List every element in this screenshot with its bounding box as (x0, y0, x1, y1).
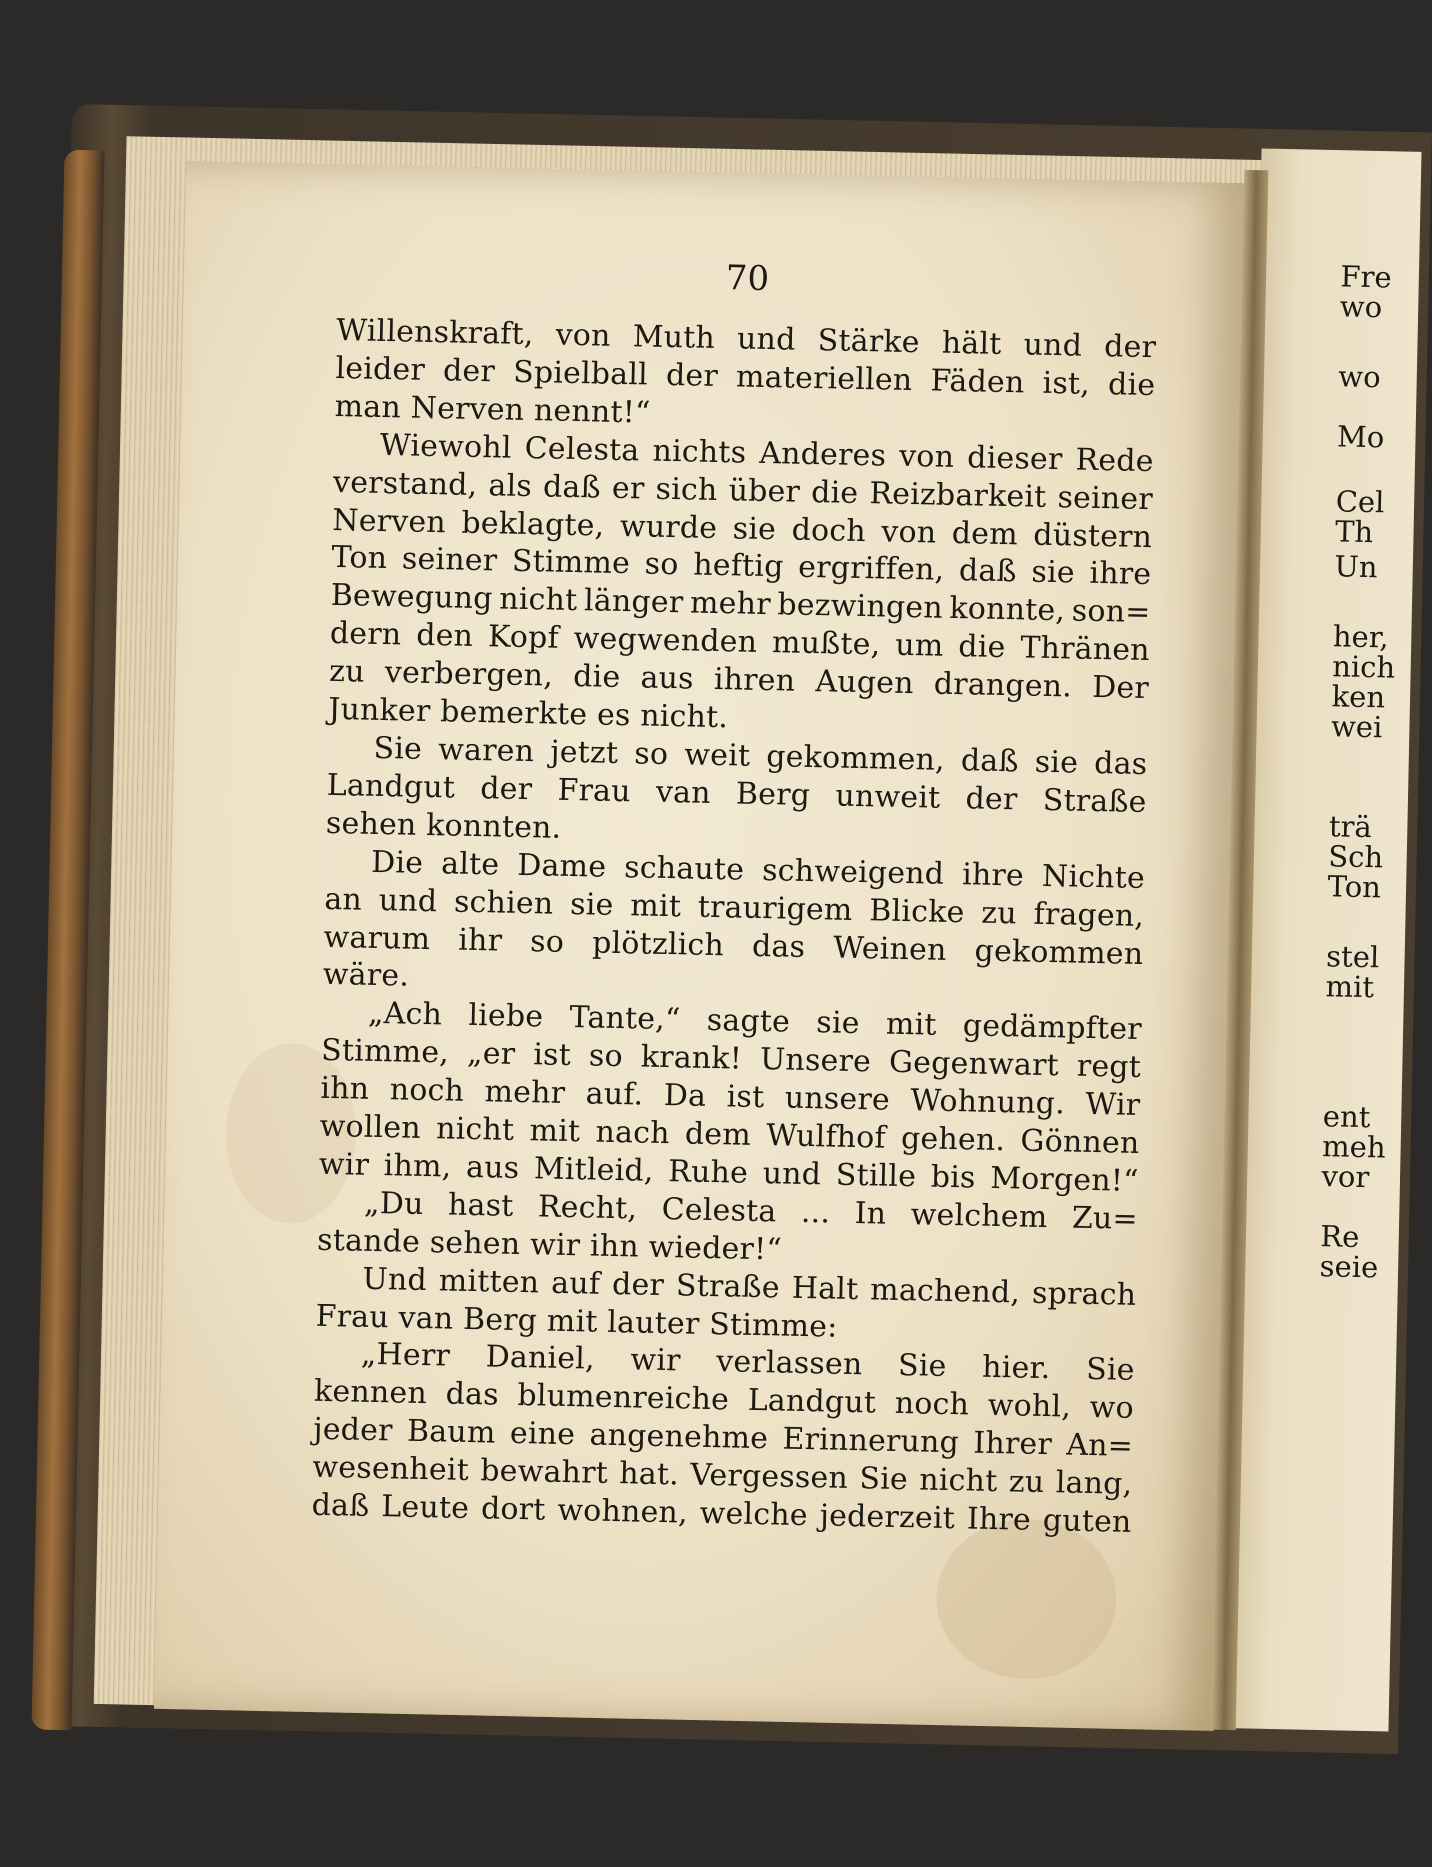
word: warum (323, 919, 431, 957)
word: Celesta (661, 1191, 777, 1230)
word: wurde (619, 508, 718, 546)
word: das (445, 1376, 500, 1413)
word: der (442, 353, 496, 390)
word: Ihrer (973, 1425, 1053, 1463)
facing-page-fragment: wei (1330, 709, 1383, 745)
facing-page-fragment: trä (1328, 809, 1373, 845)
word: so (529, 923, 565, 960)
word: welchem (910, 1197, 1048, 1235)
facing-page-fragment: ent (1322, 1099, 1371, 1135)
word: sie (569, 886, 614, 923)
word: Ruhe (667, 1154, 749, 1191)
word: Stimme (511, 544, 631, 582)
word: Wiewohl (379, 427, 512, 466)
word: seiner (401, 541, 498, 579)
facing-page-fragment: Ton (1327, 869, 1382, 905)
facing-page-fragment: stel (1325, 939, 1380, 975)
word: mehr (689, 585, 772, 623)
word: dem (684, 1116, 752, 1153)
word: und (378, 882, 438, 919)
word: materiellen (735, 359, 913, 398)
word: Anderes (758, 435, 887, 474)
word: verlassen (715, 1344, 863, 1383)
word: so (588, 1038, 624, 1075)
text-line: stande sehen wir ihn wieder!“ (316, 1222, 783, 1268)
facing-page-fragment: nich (1331, 649, 1396, 685)
word: Sie (373, 730, 423, 767)
word: hast (447, 1187, 514, 1224)
word: auf (550, 1265, 601, 1302)
word: das (1093, 745, 1148, 783)
word: unweit (835, 778, 941, 816)
word: hält (941, 325, 1002, 362)
word: Kopf (487, 619, 560, 656)
word: Rede (1075, 442, 1155, 479)
word: Da (663, 1078, 707, 1115)
word: verbergen, (384, 655, 554, 694)
word: Muth (632, 319, 716, 356)
facing-page-fragment: wo (1338, 359, 1382, 395)
word: ihm, (383, 1148, 452, 1185)
word: dem (951, 515, 1019, 552)
word: „Du (363, 1185, 424, 1222)
word: heftig (692, 547, 784, 585)
word: schaute (623, 849, 745, 888)
word: von (898, 438, 955, 475)
page-number: 70 (725, 258, 770, 300)
word: mußte, (771, 625, 881, 663)
word: gehen. (900, 1121, 1006, 1159)
word: In (854, 1195, 887, 1232)
word: Sie (1085, 1352, 1136, 1389)
word: der (665, 357, 719, 394)
word: Nichte (1041, 858, 1146, 896)
word: noch (894, 1386, 970, 1423)
word: gekommen, (765, 739, 946, 778)
word: bewahrt (479, 1453, 609, 1492)
word: blumenreiche (517, 1378, 730, 1418)
paper-stain (935, 1517, 1118, 1681)
word: ihre (1089, 556, 1152, 593)
word: ihre (961, 856, 1025, 894)
word: ihn (320, 1070, 370, 1107)
word: wegwenden (573, 621, 758, 661)
word: leider (335, 350, 426, 388)
word: lang, (1055, 1465, 1133, 1503)
word: wir (630, 1342, 681, 1379)
word: Daniel, (485, 1339, 596, 1378)
word: wir (318, 1146, 370, 1183)
text-line: wäre. (322, 957, 410, 995)
word: beklagte, (461, 505, 605, 544)
text-line: Frau van Berg mit lauter Stimme: (315, 1298, 838, 1345)
facing-page-fragment: ken (1331, 679, 1386, 715)
word: Stärke (817, 323, 921, 361)
word: den (415, 617, 474, 655)
word: wohnen, (557, 1492, 689, 1531)
word: Bewegung (330, 578, 493, 617)
word: jetzt (549, 734, 619, 771)
word: traurigem (697, 889, 853, 928)
word: ist (532, 1037, 572, 1074)
word: Spielball (512, 354, 649, 393)
word: Gönnen (1020, 1123, 1140, 1162)
word: nach (595, 1114, 671, 1152)
word: Sie (897, 1348, 947, 1385)
facing-page-fragment: seie (1319, 1249, 1379, 1285)
word: dort (480, 1491, 546, 1528)
word: verstand, (332, 464, 478, 503)
word: Stimme, (320, 1033, 450, 1071)
word: Dame (516, 847, 607, 885)
word: ist (726, 1079, 765, 1116)
word: machend, (869, 1272, 1021, 1311)
word: sie (815, 1005, 861, 1042)
facing-page-fragment: Fre (1340, 259, 1392, 295)
word: um (894, 628, 944, 665)
word: van (655, 774, 712, 811)
word: die (572, 659, 621, 696)
word: Mitleid, (533, 1151, 654, 1189)
word: jeder (312, 1412, 394, 1449)
word: „Ach (367, 996, 443, 1033)
word: alte (440, 845, 500, 883)
word: Erinnerung (782, 1421, 960, 1461)
text-line: sehen konnten. (325, 805, 562, 846)
word: nicht (918, 1462, 998, 1500)
word: Frau (557, 772, 632, 810)
word: nicht (498, 581, 578, 619)
word: Zu= (1071, 1200, 1139, 1237)
facing-page-fragment: Cel (1335, 484, 1385, 520)
word: ist, (1042, 365, 1091, 402)
word: Straße (1042, 782, 1147, 820)
word: ... (800, 1194, 831, 1231)
word: nichts (652, 433, 747, 471)
word: der (611, 1266, 665, 1303)
word: Celesta (524, 430, 640, 469)
word: wohl, (987, 1388, 1072, 1425)
facing-page-fragment: Un (1334, 549, 1378, 585)
word: zu (980, 895, 1018, 931)
word: liebe (468, 998, 544, 1035)
word: gedämpfter (962, 1008, 1143, 1048)
word: Der (1091, 670, 1150, 707)
word: eine (509, 1416, 576, 1453)
word: Willenskraft, (335, 312, 534, 353)
word: mit (529, 1113, 581, 1150)
word: An= (1066, 1427, 1134, 1465)
word: Wir (1085, 1086, 1141, 1124)
facing-page-fragment: vor (1321, 1159, 1370, 1195)
word: regt (1076, 1048, 1142, 1086)
facing-page-fragment: her, (1332, 619, 1390, 655)
word: sich (655, 471, 718, 508)
word: Wohnung. (910, 1083, 1066, 1122)
word: die (810, 474, 859, 511)
word: drangen. (933, 666, 1073, 705)
word: Gegenwart (888, 1044, 1060, 1084)
word: und (1023, 327, 1083, 364)
word: an (324, 881, 363, 918)
word: aus (465, 1149, 520, 1186)
word: zu (1008, 1464, 1045, 1501)
word: Die (370, 844, 424, 881)
word: mehr (484, 1074, 566, 1112)
word: und (736, 321, 796, 358)
facing-page-fragment: Re (1320, 1219, 1360, 1254)
facing-page-fragment: wo (1339, 289, 1383, 325)
word: sprach (1031, 1275, 1137, 1313)
word: Tante,“ (569, 1000, 681, 1038)
word: gekommen (974, 932, 1144, 972)
word: er (611, 470, 645, 507)
word: doch (791, 512, 867, 549)
word: Blicke (868, 892, 965, 930)
word: Stille (835, 1157, 917, 1195)
word: son= (1071, 593, 1151, 631)
word: Thränen (1020, 630, 1151, 669)
word: auf. (585, 1076, 644, 1113)
word: der (1103, 329, 1157, 366)
word: als (488, 467, 533, 504)
word: Recht, (537, 1189, 638, 1227)
word: das (751, 928, 806, 965)
word: länger (583, 583, 684, 621)
word: ihren (713, 662, 796, 699)
word: bezwingen (777, 587, 944, 627)
word: Ton (331, 540, 388, 577)
word: Augen (815, 664, 915, 702)
word: konnte, (949, 591, 1066, 629)
word: bis (930, 1159, 976, 1196)
text-line: man Nerven nennt!“ (334, 388, 651, 431)
word: „er (466, 1036, 516, 1073)
word: kennen (313, 1374, 428, 1412)
word: guten (1042, 1503, 1132, 1540)
word: Morgen!“ (989, 1160, 1140, 1199)
word: sie (732, 510, 777, 547)
facing-page-fragment: Th (1334, 514, 1374, 550)
word: Unsere (759, 1042, 872, 1080)
word: die (958, 629, 1006, 666)
word: die (1107, 367, 1156, 404)
word: Leute (380, 1489, 470, 1527)
word: daß (311, 1487, 370, 1525)
word: Halt (791, 1270, 859, 1307)
word: Weinen (832, 930, 947, 968)
word: daß (960, 743, 1020, 780)
word: Und (362, 1261, 428, 1298)
word: der (965, 781, 1018, 818)
word: hat. (618, 1456, 680, 1493)
word: der (479, 770, 533, 808)
word: waren (437, 732, 535, 770)
word: Nerven (331, 502, 447, 540)
word: jederzeit (819, 1498, 956, 1537)
word: Vergessen (690, 1457, 849, 1497)
text-lines (311, 312, 1156, 1542)
word: schweigend (761, 852, 945, 892)
word: düstern (1033, 517, 1153, 555)
page-text-block (311, 250, 1158, 1542)
word: mit (885, 1006, 937, 1044)
word: schien (453, 884, 554, 922)
word: seiner (1057, 479, 1154, 517)
word: über (728, 472, 801, 510)
word: mit (629, 887, 682, 924)
word: ihr (457, 922, 503, 959)
word: dern (329, 616, 402, 653)
word: unsere (784, 1080, 891, 1118)
word: ergriffen, (797, 550, 945, 589)
word: Landgut (747, 1383, 877, 1421)
word: wo (1089, 1390, 1135, 1427)
word: „Herr (360, 1337, 451, 1375)
word: Fäden (930, 363, 1025, 401)
word: Straße (675, 1267, 781, 1306)
word: so (644, 546, 679, 583)
word: fragen, (1033, 896, 1145, 934)
facing-page-fragment: Mo (1336, 419, 1385, 455)
word: krank! (640, 1039, 743, 1077)
word: so (634, 736, 669, 772)
word: welche (699, 1495, 809, 1534)
word: von (881, 513, 937, 551)
word: Ihre (966, 1501, 1032, 1538)
word: sagte (706, 1003, 791, 1040)
word: von (555, 317, 611, 354)
word: Wulfhof (765, 1118, 887, 1156)
word: Baum (406, 1413, 496, 1451)
facing-page-fragment: Sch (1327, 839, 1384, 875)
word: hier. (981, 1350, 1051, 1387)
word: Landgut (326, 767, 456, 806)
word: mitten (438, 1262, 540, 1301)
word: sie (1034, 744, 1079, 781)
word: daß (958, 553, 1018, 590)
word: Berg (735, 776, 811, 813)
facing-page-fragment: meh (1321, 1129, 1386, 1165)
word: Reizbarkeit (869, 475, 1047, 515)
word: angenehme (589, 1417, 769, 1457)
word: sie (1031, 555, 1076, 591)
word: aus (640, 660, 695, 697)
word: Sie (859, 1461, 909, 1498)
word: wollen (319, 1108, 422, 1146)
word: nicht (435, 1111, 515, 1148)
facing-page-fragment: mit (1325, 969, 1375, 1005)
word: noch (389, 1072, 465, 1109)
word: zu (328, 654, 366, 690)
text-line: Junker bemerkte es nicht. (328, 691, 729, 736)
word: und (762, 1156, 822, 1193)
word: daß (542, 468, 602, 506)
word: weit (683, 737, 751, 774)
word: wesenheit (312, 1449, 470, 1489)
word: plötzlich (591, 924, 725, 963)
word: dieser (966, 439, 1063, 477)
